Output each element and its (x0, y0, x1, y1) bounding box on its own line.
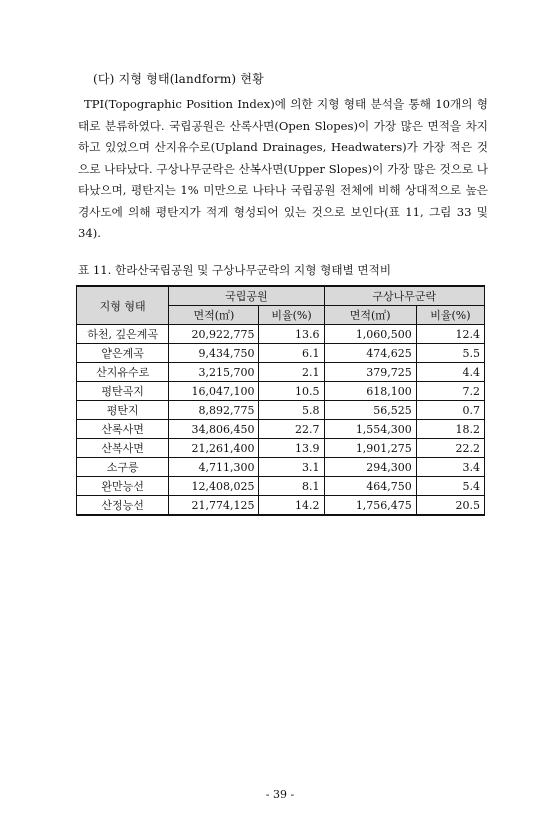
landform-area-table (76, 285, 485, 516)
np-area-cell: 9,434,750 (169, 344, 259, 363)
landform-name-cell: 산정능선 (77, 496, 169, 516)
table-body (77, 325, 485, 516)
header-np-area: 면적(㎡) (169, 306, 259, 325)
np-ratio-cell: 5.8 (259, 401, 324, 420)
table-header-row (77, 286, 485, 306)
ab-area-cell: 464,750 (324, 477, 416, 496)
ab-ratio-cell: 18.2 (416, 420, 484, 439)
np-ratio-cell: 22.7 (259, 420, 324, 439)
ab-ratio-cell: 5.4 (416, 477, 484, 496)
np-area-cell: 20,922,775 (169, 325, 259, 344)
table-row (77, 420, 485, 439)
ab-area-cell: 56,525 (324, 401, 416, 420)
table-row (77, 401, 485, 420)
np-area-cell: 21,774,125 (169, 496, 259, 516)
landform-name-cell: 평탄지 (77, 401, 169, 420)
header-ab-area: 면적(㎡) (324, 306, 416, 325)
np-ratio-cell: 10.5 (259, 382, 324, 401)
np-ratio-cell: 13.6 (259, 325, 324, 344)
body-paragraph: TPI(Topographic Position Index)에 의한 지형 형태 분석을 통해 10개의 형태로 분류하였다. 국립공원은 산록사면(Open Slopes)이 가장 많은 면적을 차지하고 있었으며 산지유수로(Upland Drainages, Headwaters)가 가장 적은 것으로 나타났다. 구상나무군락은 산복사면(Upper Slopes)이 가장 많은 것으로 나타났으며, 평탄지는 1% 미만으로 나타나 국립공원 전체에 비해 상대적으로 높은 경사도에 의해 평탄지가 적게 형성되어 있는 것으로 보인다(표 11, 그림 33 및 34). (78, 97, 488, 240)
table-row (77, 439, 485, 458)
landform-name-cell: 하천, 깊은계곡 (77, 325, 169, 344)
np-area-cell: 3,215,700 (169, 363, 259, 382)
page-number: - 39 - (265, 788, 295, 801)
np-area-cell: 4,711,300 (169, 458, 259, 477)
np-ratio-cell: 14.2 (259, 496, 324, 516)
table-row (77, 458, 485, 477)
header-national-park: 국립공원 (169, 286, 324, 306)
ab-ratio-cell: 0.7 (416, 401, 484, 420)
np-area-cell: 8,892,775 (169, 401, 259, 420)
table-row (77, 477, 485, 496)
landform-name-cell: 산복사면 (77, 439, 169, 458)
header-abies-community: 구상나무군락 (324, 286, 485, 306)
np-ratio-cell: 6.1 (259, 344, 324, 363)
np-area-cell: 12,408,025 (169, 477, 259, 496)
table-row (77, 344, 485, 363)
np-ratio-cell: 8.1 (259, 477, 324, 496)
ab-ratio-cell: 12.4 (416, 325, 484, 344)
ab-ratio-cell: 7.2 (416, 382, 484, 401)
ab-ratio-cell: 4.4 (416, 363, 484, 382)
landform-name-cell: 완만능선 (77, 477, 169, 496)
ab-area-cell: 1,554,300 (324, 420, 416, 439)
landform-name-cell: 산록사면 (77, 420, 169, 439)
header-landform: 지형 형태 (77, 286, 169, 325)
table-row (77, 496, 485, 516)
ab-ratio-cell: 5.5 (416, 344, 484, 363)
section-heading: (다) 지형 형태(landform) 현황 (93, 72, 264, 86)
table-row (77, 363, 485, 382)
np-area-cell: 16,047,100 (169, 382, 259, 401)
landform-name-cell: 얕은계곡 (77, 344, 169, 363)
header-ab-ratio: 비율(%) (416, 306, 484, 325)
np-ratio-cell: 2.1 (259, 363, 324, 382)
ab-area-cell: 379,725 (324, 363, 416, 382)
np-area-cell: 21,261,400 (169, 439, 259, 458)
ab-area-cell: 1,060,500 (324, 325, 416, 344)
landform-name-cell: 평탄곡지 (77, 382, 169, 401)
ab-area-cell: 618,100 (324, 382, 416, 401)
ab-ratio-cell: 22.2 (416, 439, 484, 458)
ab-area-cell: 294,300 (324, 458, 416, 477)
ab-area-cell: 1,756,475 (324, 496, 416, 516)
landform-name-cell: 산지유수로 (77, 363, 169, 382)
ab-area-cell: 474,625 (324, 344, 416, 363)
header-np-ratio: 비율(%) (259, 306, 324, 325)
ab-area-cell: 1,901,275 (324, 439, 416, 458)
table-row (77, 382, 485, 401)
np-ratio-cell: 3.1 (259, 458, 324, 477)
np-area-cell: 34,806,450 (169, 420, 259, 439)
table-row (77, 325, 485, 344)
landform-name-cell: 소구릉 (77, 458, 169, 477)
ab-ratio-cell: 3.4 (416, 458, 484, 477)
np-ratio-cell: 13.9 (259, 439, 324, 458)
table-caption: 표 11. 한라산국립공원 및 구상나무군락의 지형 형태별 면적비 (78, 263, 392, 277)
ab-ratio-cell: 20.5 (416, 496, 484, 516)
